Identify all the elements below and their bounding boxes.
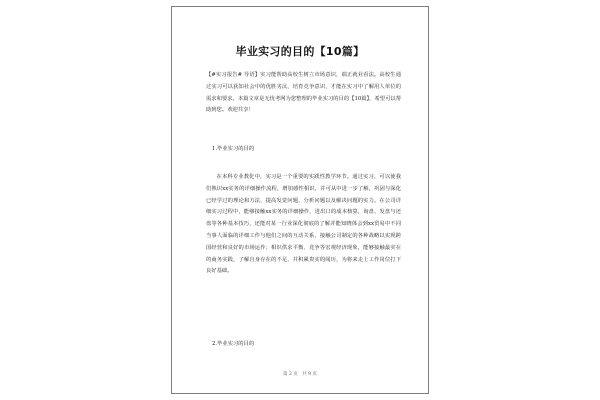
document-page (171, 6, 429, 394)
page-number-footer: 第 2 页 共 9 页 (283, 372, 317, 377)
intro-paragraph: 【#实习报告# 导语】实习能帮助高校生树立市场意识，端正就业看法。高校生通过实习可以获知社会中的优胜劣汰，培育竞争意识，才能在实习中了解用人单位的需求和要求。本篇文章是无忧考网为您整理的毕业实习的目的【10篇】，希望可以帮助到您。欢迎共享！ (206, 72, 401, 114)
section-heading-2: 2.毕业实习的目的 (212, 341, 255, 347)
section-paragraph-1: 在本科专业教化中，实习是一个重要的实践性教学环节。通过实习，可以使我们熟识xx实务的详细操作流程，增加感性相识，并可从中进一步了解，巩固与深化已经学过的理论和方法，提高发觉问题、分析问题以及解决问题的实力。在公司详细实习过程中，能够接触xx实务的详细操作，进出口的成本核算，询盘、发盘与还盘等各种基本技巧，还能对某一行业深化彻底的了解并能知晓体会到xx贸易中不同当事人面临的详细工作与他们之间的互动关系，接触公司制定的各种战略以实现跨国经营和良好的市场运作；相识供求平衡、竞争等宏观经济现象，能够接触最实在的商务实践，了解自身存在的不足，并积累贵实的阅历，为将来走上工作岗位打下良好基础。 (206, 174, 401, 275)
document-title: 毕业实习的目的【10篇】 (235, 45, 365, 58)
section-heading-1: 1.毕业实习的目的 (212, 146, 255, 152)
